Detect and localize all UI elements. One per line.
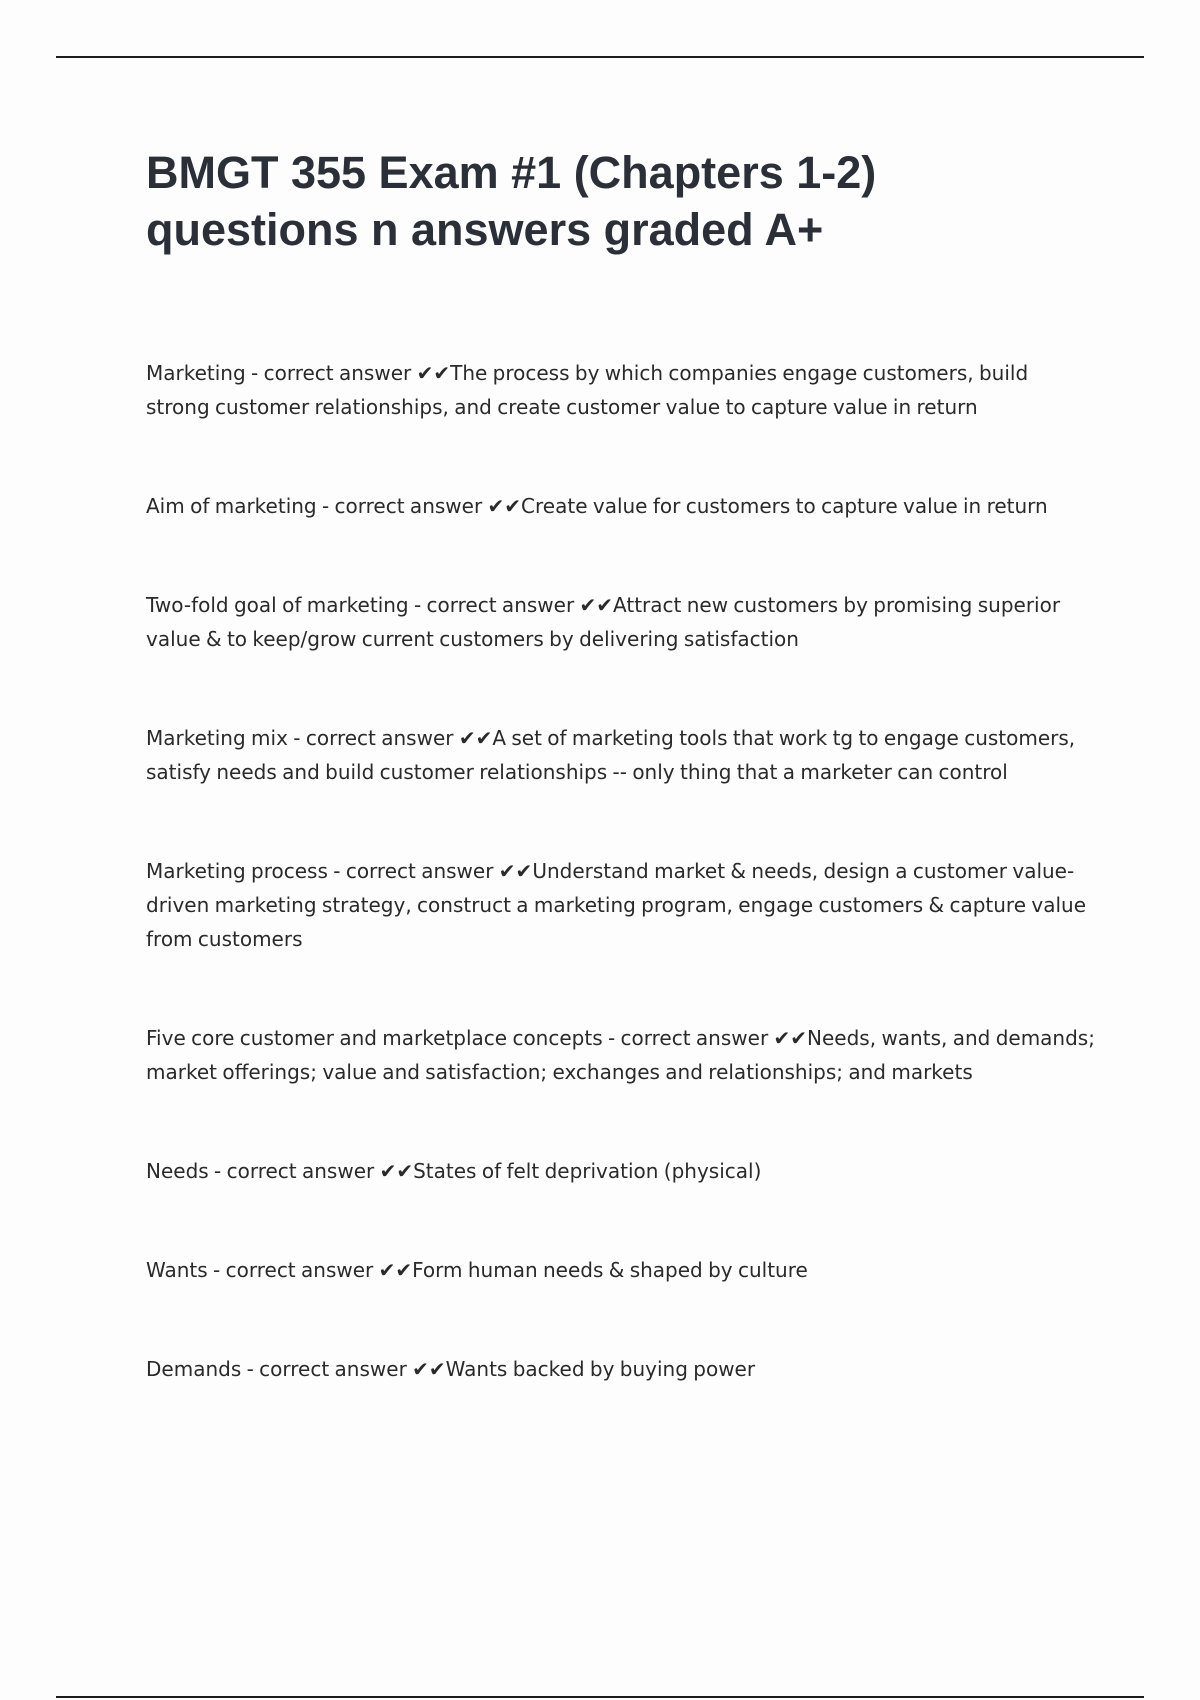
qa-entry: Marketing - correct answer ✔✔The process by which companies engage customers, build strong customer relationships, and create customer value to capture value in return bbox=[146, 361, 1029, 419]
qa-entry: Wants - correct answer ✔✔Form human needs & shaped by culture bbox=[146, 1258, 808, 1282]
qa-entry: Demands - correct answer ✔✔Wants backed by buying power bbox=[146, 1357, 756, 1381]
qa-entry: Two-fold goal of marketing - correct answer ✔✔Attract new customers by promising superior value & to keep/grow current customers by delivering satisfaction bbox=[146, 593, 1061, 651]
qa-list bbox=[146, 356, 1096, 1386]
bottom-rule bbox=[56, 1696, 1144, 1698]
qa-entry: Marketing mix - correct answer ✔✔A set of marketing tools that work tg to engage customers, satisfy needs and build customer relationships -- only thing that a marketer can control bbox=[146, 726, 1076, 784]
qa-entry: Needs - correct answer ✔✔States of felt deprivation (physical) bbox=[146, 1159, 762, 1183]
qa-entry: Aim of marketing - correct answer ✔✔Create value for customers to capture value in return bbox=[146, 494, 1048, 518]
top-rule bbox=[56, 56, 1144, 58]
qa-entry: Five core customer and marketplace concepts - correct answer ✔✔Needs, wants, and demands; market offerings; value and satisfaction; exchanges and relationships; and markets bbox=[146, 1026, 1095, 1084]
qa-entry: Marketing process - correct answer ✔✔Understand market & needs, design a customer value-driven marketing strategy, construct a marketing program, engage customers & capture value from customers bbox=[146, 859, 1087, 951]
page-title: BMGT 355 Exam #1 (Chapters 1-2) questions n answers graded A+ bbox=[146, 147, 877, 255]
